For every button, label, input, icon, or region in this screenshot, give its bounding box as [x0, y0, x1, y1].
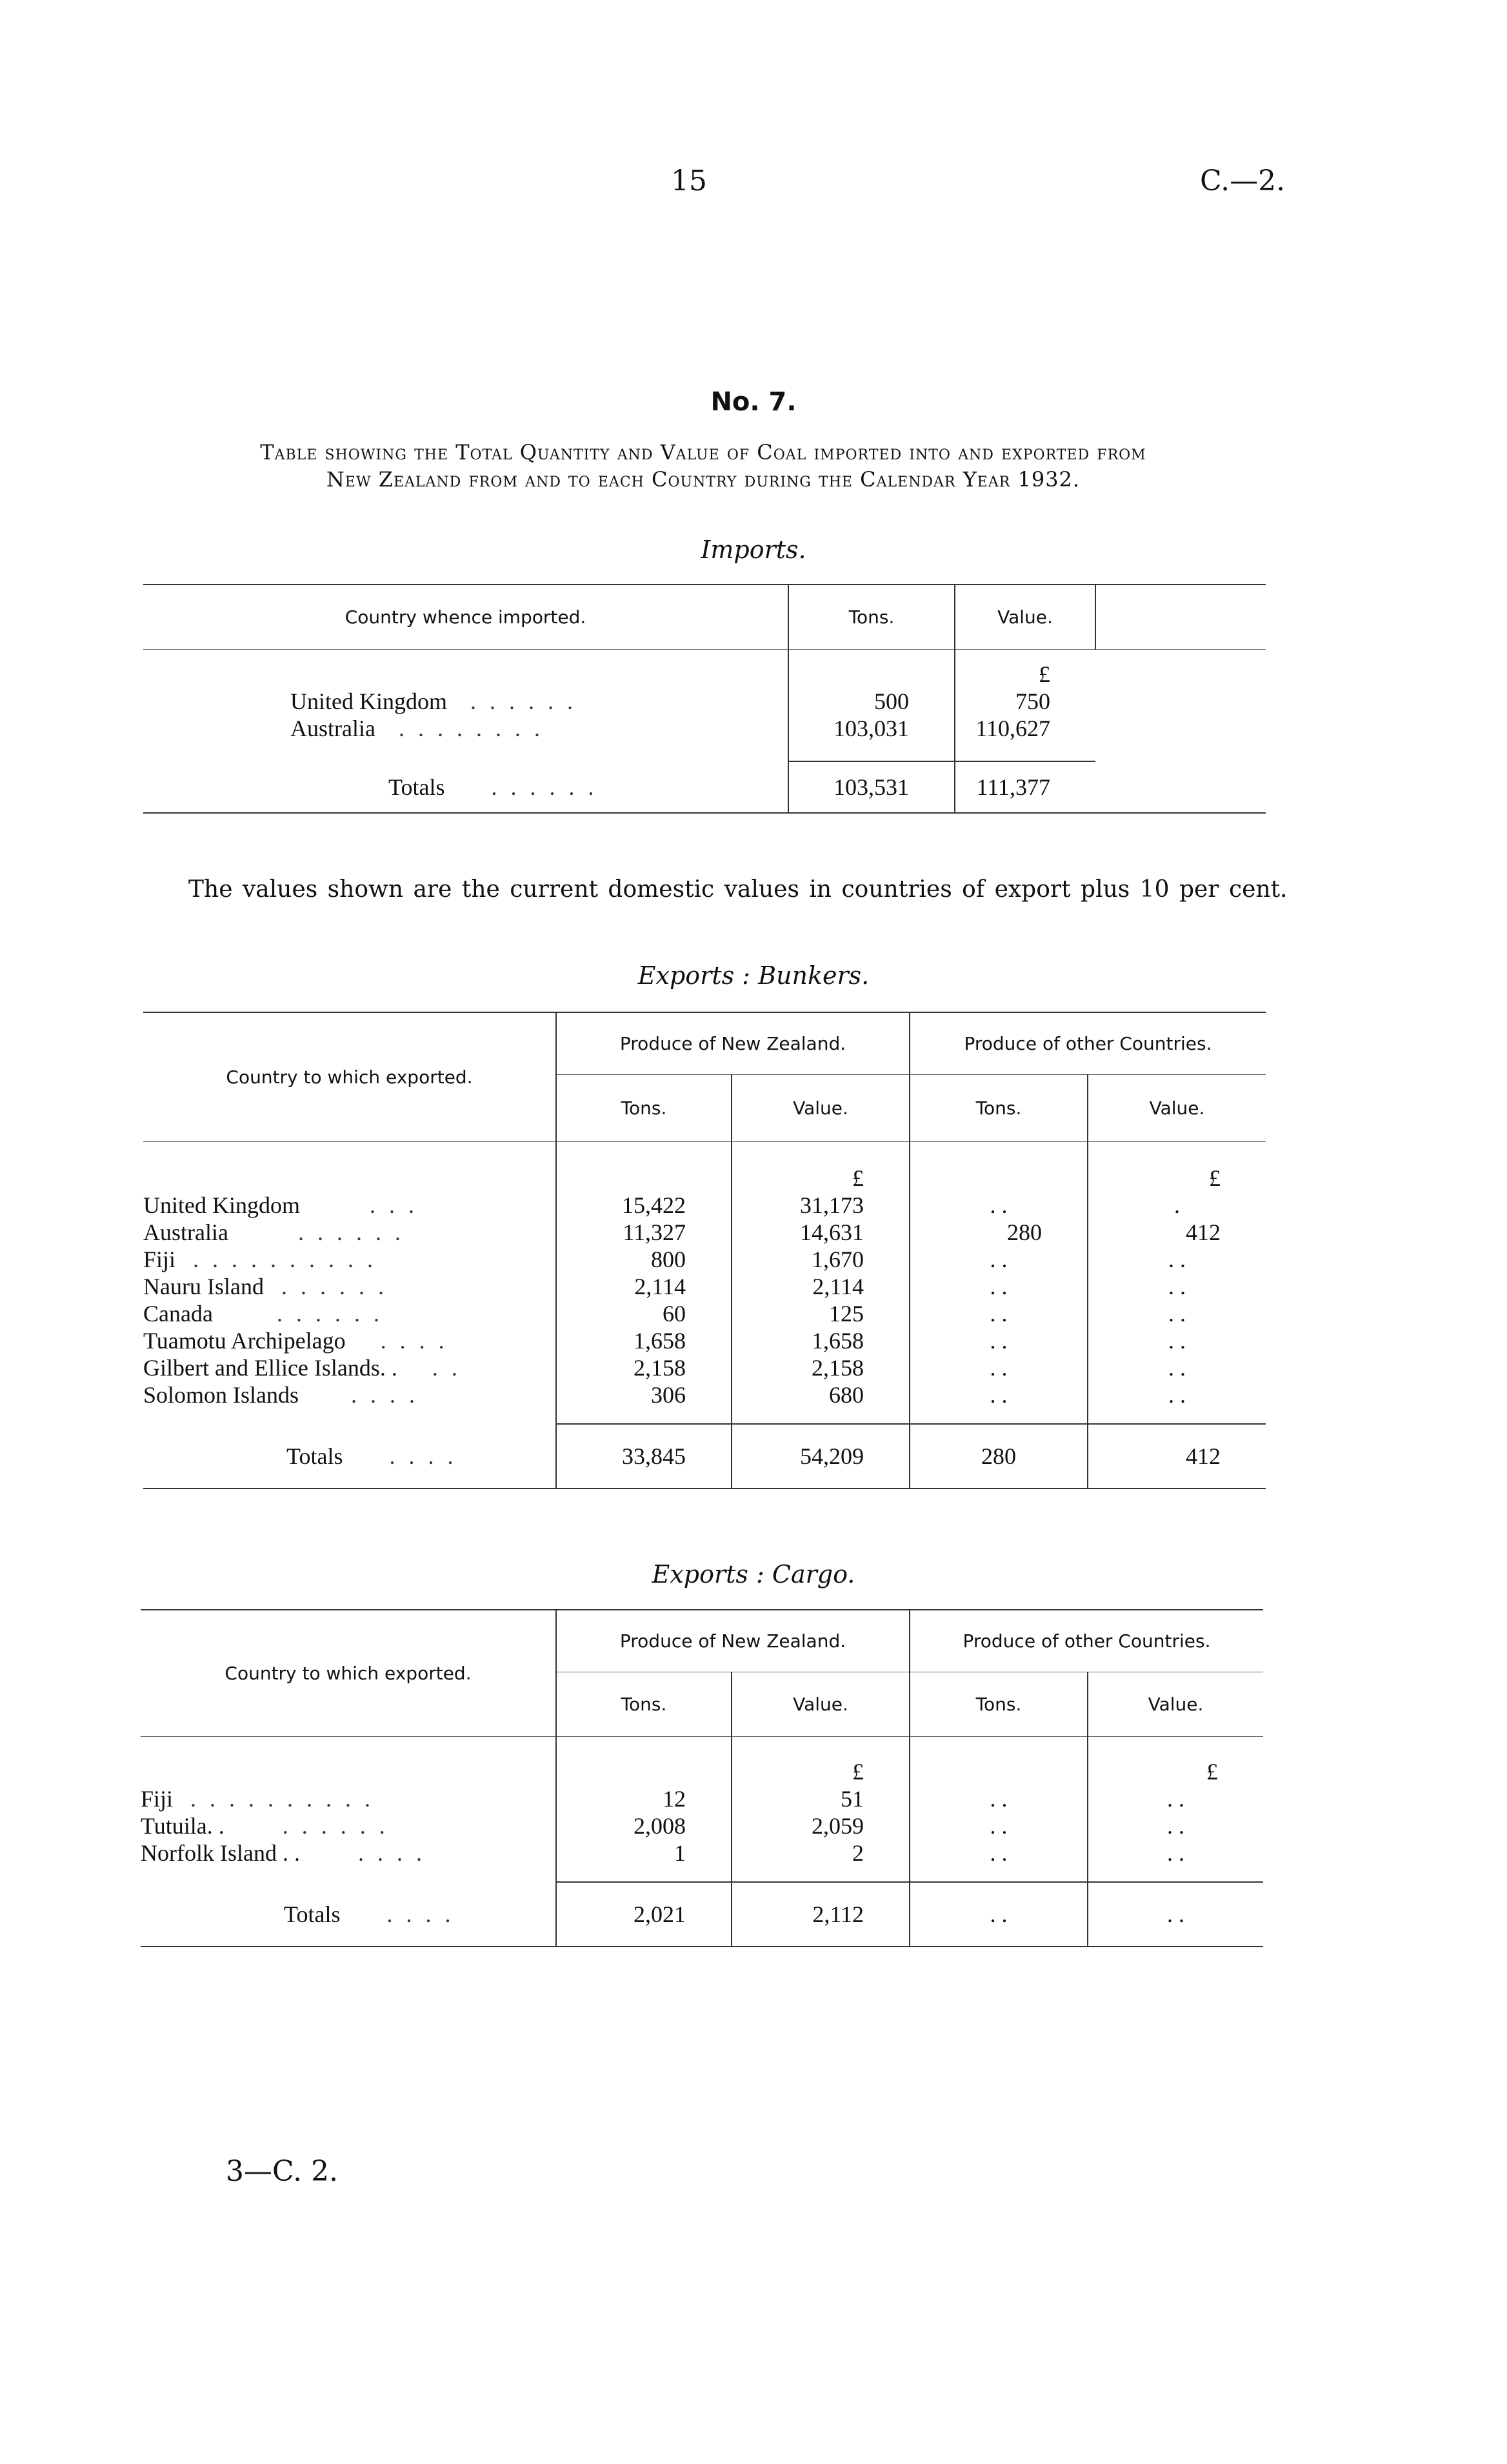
other-tons-cell: . .: [910, 1246, 1088, 1273]
table-row: [143, 1273, 1266, 1300]
other-tons-cell: . .: [910, 1812, 1088, 1839]
totals-other-tons: 280: [910, 1424, 1088, 1488]
table-row: [143, 1300, 1266, 1327]
tons-cell: 500: [788, 688, 955, 715]
nz-value-cell: 2,059: [732, 1812, 910, 1839]
nz-tons-cell: 11,327: [556, 1219, 732, 1246]
totals-label: Totals: [286, 1443, 343, 1469]
totals-label: Totals: [388, 774, 445, 800]
page-number: 15: [671, 165, 707, 197]
other-tons-cell: . .: [910, 1300, 1088, 1327]
other-value-cell: . .: [1088, 1812, 1263, 1839]
value-cell: 110,627: [955, 715, 1095, 742]
table-row: [143, 1354, 1266, 1381]
nz-tons-cell: 2,158: [556, 1354, 732, 1381]
table-row: [143, 1192, 1266, 1219]
bunkers-group-other: Produce of other Countries.: [910, 1012, 1266, 1074]
leader-dots: . . . .: [386, 1901, 455, 1927]
other-value-cell: .: [1088, 1192, 1266, 1219]
country-name: Tutuila. .: [141, 1813, 225, 1839]
bunkers-group-nz: Produce of New Zealand.: [556, 1012, 910, 1074]
leader-dots: . . . .: [389, 1443, 457, 1469]
leader-dots: . . . .: [380, 1328, 448, 1354]
totals-nz-value: 2,112: [732, 1882, 910, 1947]
leader-dots: . . . .: [357, 1840, 426, 1866]
tons-cell: 103,031: [788, 715, 955, 742]
totals-nz-tons: 33,845: [556, 1424, 732, 1488]
bunkers-col-ot-value: Value.: [1088, 1074, 1266, 1141]
nz-value-cell: 1,670: [732, 1246, 910, 1273]
country-name: United Kingdom: [143, 1192, 300, 1218]
nz-tons-cell: 15,422: [556, 1192, 732, 1219]
country-name: Norfolk Island . .: [141, 1840, 300, 1866]
table-title-line-1: Table showing the Total Quantity and Value of Coal imported into and exported from: [260, 440, 1146, 465]
other-tons-cell: . .: [910, 1354, 1088, 1381]
document-reference: C.—2.: [1200, 165, 1286, 197]
currency-symbol: £: [1088, 1736, 1263, 1785]
table-row: [141, 1812, 1263, 1839]
currency-symbol: £: [955, 649, 1095, 688]
imports-col-value: Value.: [955, 585, 1095, 649]
other-value-cell: . .: [1088, 1273, 1266, 1300]
nz-value-cell: 31,173: [732, 1192, 910, 1219]
leader-dots: . . . . . .: [297, 1219, 404, 1245]
leader-dots: . . . . . . . . . .: [193, 1247, 377, 1272]
currency-symbol: £: [732, 1736, 910, 1785]
cargo-col-ot-tons: Tons.: [910, 1672, 1088, 1736]
other-tons-cell: . .: [910, 1192, 1088, 1219]
totals-label: Totals: [284, 1901, 341, 1927]
leader-dots: . . . . . .: [282, 1813, 389, 1839]
imports-col-country: Country whence imported.: [344, 606, 586, 628]
country-name: Fiji: [141, 1786, 174, 1812]
other-tons-cell: 280: [910, 1219, 1088, 1246]
bunkers-heading: Exports : Bunkers.: [637, 961, 870, 990]
cargo-group-other: Produce of other Countries.: [910, 1610, 1263, 1672]
other-value-cell: . .: [1088, 1246, 1266, 1273]
cargo-col-ot-value: Value.: [1088, 1672, 1263, 1736]
nz-value-cell: 51: [732, 1785, 910, 1812]
table-row: [143, 1381, 1266, 1408]
other-value-cell: . .: [1088, 1381, 1266, 1408]
other-value-cell: . .: [1088, 1354, 1266, 1381]
totals-other-tons: . .: [910, 1882, 1088, 1947]
other-tons-cell: . .: [910, 1327, 1088, 1354]
table-title-line-2: New Zealand from and to each Country during the Calendar Year 1932.: [326, 467, 1081, 492]
cargo-col-nz-value: Value.: [732, 1672, 910, 1736]
imports-col-tons: Tons.: [788, 585, 955, 649]
bunkers-col-nz-tons: Tons.: [556, 1074, 732, 1141]
bunkers-table: [143, 1012, 1266, 1489]
table-row: [141, 1839, 1263, 1867]
leader-dots: . . . .: [351, 1382, 419, 1408]
other-tons-cell: . .: [910, 1839, 1088, 1867]
currency-symbol: £: [732, 1141, 910, 1192]
nz-value-cell: 2,158: [732, 1354, 910, 1381]
table-number: No. 7.: [710, 387, 797, 417]
other-value-cell: . .: [1088, 1327, 1266, 1354]
bunkers-col-nz-value: Value.: [732, 1074, 910, 1141]
country-name: Australia: [290, 716, 375, 741]
nz-tons-cell: 1: [556, 1839, 732, 1867]
cargo-col-country: Country to which exported.: [225, 1662, 472, 1684]
other-tons-cell: . .: [910, 1381, 1088, 1408]
country-name: Gilbert and Ellice Islands. .: [143, 1355, 397, 1381]
nz-tons-cell: 12: [556, 1785, 732, 1812]
country-name: Fiji: [143, 1247, 176, 1272]
nz-value-cell: 1,658: [732, 1327, 910, 1354]
nz-tons-cell: 2,114: [556, 1273, 732, 1300]
cargo-table: [141, 1609, 1263, 1947]
table-row: [143, 1327, 1266, 1354]
country-name: Australia: [143, 1219, 228, 1245]
leader-dots: . . . . . .: [276, 1301, 383, 1327]
nz-tons-cell: 60: [556, 1300, 732, 1327]
country-name: Tuamotu Archipelago: [143, 1328, 346, 1354]
totals-other-value: . .: [1088, 1882, 1263, 1947]
country-name: United Kingdom: [290, 688, 447, 714]
totals-row: [143, 1424, 1266, 1488]
leader-dots: . .: [432, 1355, 461, 1381]
footer-reference: 3—C. 2.: [226, 2155, 339, 2188]
other-value-cell: . .: [1088, 1300, 1266, 1327]
imports-table: [143, 584, 1266, 814]
table-row: [143, 1219, 1266, 1246]
nz-value-cell: 2: [732, 1839, 910, 1867]
cargo-col-nz-tons: Tons.: [556, 1672, 732, 1736]
nz-value-cell: 125: [732, 1300, 910, 1327]
other-tons-cell: . .: [910, 1785, 1088, 1812]
cargo-heading: Exports : Cargo.: [652, 1560, 855, 1588]
nz-tons-cell: 2,008: [556, 1812, 732, 1839]
leader-dots: . . . . . .: [281, 1274, 388, 1299]
cargo-group-nz: Produce of New Zealand.: [556, 1610, 910, 1672]
leader-dots: . . . . . . . .: [398, 716, 544, 741]
bunkers-col-ot-tons: Tons.: [910, 1074, 1088, 1141]
nz-tons-cell: 800: [556, 1246, 732, 1273]
totals-nz-value: 54,209: [732, 1424, 910, 1488]
totals-value: 111,377: [955, 761, 1095, 813]
currency-symbol: £: [1088, 1141, 1266, 1192]
bunkers-col-country: Country to which exported.: [226, 1066, 473, 1088]
table-row: [143, 715, 1266, 742]
values-note: The values shown are the current domestic values in countries of export plus 10 per cent.: [188, 876, 1288, 903]
table-row: [143, 1246, 1266, 1273]
other-tons-cell: . .: [910, 1273, 1088, 1300]
table-row: [141, 1785, 1263, 1812]
totals-other-value: 412: [1088, 1424, 1266, 1488]
other-value-cell: . .: [1088, 1785, 1263, 1812]
value-cell: 750: [955, 688, 1095, 715]
nz-value-cell: 14,631: [732, 1219, 910, 1246]
totals-nz-tons: 2,021: [556, 1882, 732, 1947]
nz-tons-cell: 306: [556, 1381, 732, 1408]
leader-dots: . . . . . . . . . .: [190, 1786, 375, 1812]
other-value-cell: . .: [1088, 1839, 1263, 1867]
nz-tons-cell: 1,658: [556, 1327, 732, 1354]
nz-value-cell: 2,114: [732, 1273, 910, 1300]
table-title: [129, 439, 1277, 493]
other-value-cell: 412: [1088, 1219, 1266, 1246]
totals-row: [143, 761, 1266, 813]
nz-value-cell: 680: [732, 1381, 910, 1408]
totals-row: [141, 1882, 1263, 1947]
table-row: [143, 688, 1266, 715]
totals-tons: 103,531: [788, 761, 955, 813]
country-name: Solomon Islands: [143, 1382, 299, 1408]
country-name: Canada: [143, 1301, 213, 1327]
leader-dots: . . . . . .: [470, 688, 577, 714]
country-name: Nauru Island: [143, 1274, 264, 1299]
imports-header-row: [143, 585, 1266, 649]
imports-heading: Imports.: [701, 536, 806, 564]
leader-dots: . . . . . .: [491, 774, 598, 800]
leader-dots: . . .: [369, 1192, 418, 1218]
